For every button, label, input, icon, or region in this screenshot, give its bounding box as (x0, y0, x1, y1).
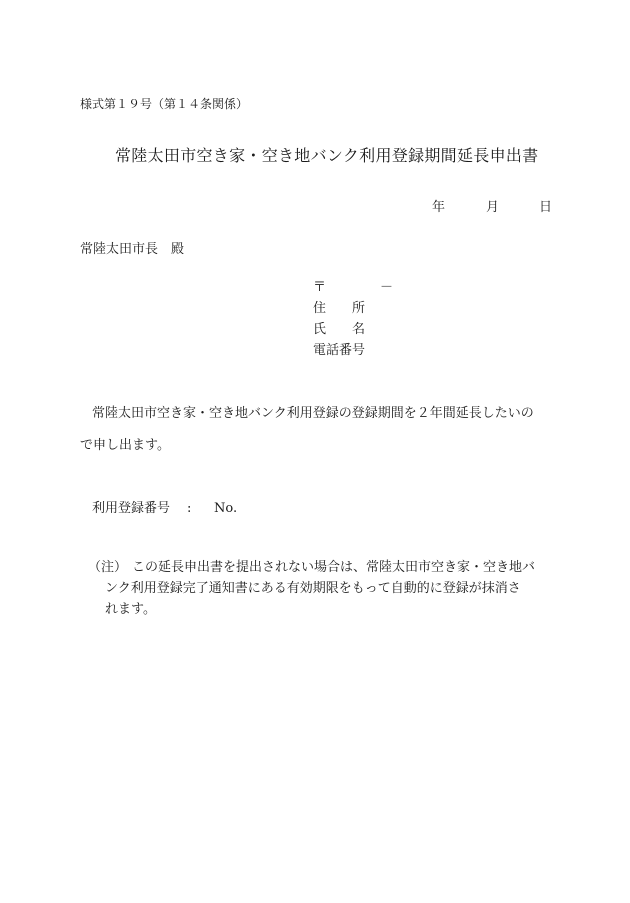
phone-label: 電話番号 (313, 343, 366, 358)
registration-number-colon: : (187, 501, 192, 516)
date-year-label: 年 (432, 200, 446, 215)
note-text-line-3: れます。 (105, 602, 156, 617)
body-text-line-1: 常陸太田市空き家・空き地バンク利用登録の登録期間を２年間延長したいの (92, 406, 534, 421)
note-text-line-2: ンク利用登録完了通知書にある有効期限をもって自動的に登録が抹消さ (105, 581, 521, 596)
date-month-label: 月 (486, 200, 500, 215)
document-title: 常陸太田市空き家・空き地バンク利用登録期間延長申出書 (115, 146, 539, 165)
registration-number-row (92, 497, 237, 516)
registration-number-value: No. (214, 501, 238, 516)
form-number: 様式第１９号（第１４条関係） (80, 97, 249, 111)
name-label: 氏 名 (313, 322, 366, 337)
registration-number-label: 利用登録番号 (92, 501, 171, 516)
note-label: （注） (88, 560, 128, 575)
body-text-line-2: で申し出ます。 (80, 438, 170, 453)
address-label: 住 所 (313, 301, 366, 316)
postal-code-dash: － (380, 280, 394, 295)
note-text-line-1: この延長申出書を提出されない場合は、常陸太田市空き家・空き地バ (132, 560, 536, 575)
postal-mark: 〒 (313, 280, 327, 295)
addressee: 常陸太田市長 殿 (80, 242, 185, 257)
date-day-label: 日 (539, 200, 553, 215)
